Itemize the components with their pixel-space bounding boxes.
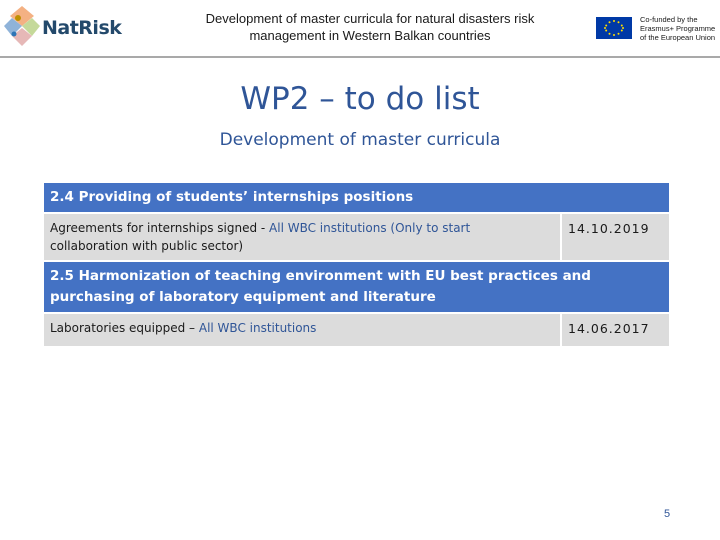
header-title	[180, 10, 560, 44]
header-divider	[0, 56, 720, 58]
eu-text-line3: of the European Union	[640, 33, 716, 42]
todo-table	[42, 181, 671, 348]
eu-text-line2: Erasmus+ Programme	[640, 24, 716, 33]
eu-text-line1: Co-funded by the	[640, 15, 698, 24]
section-heading-2-4: 2.4 Providing of students’ internships positions	[43, 182, 670, 213]
header-title-line2: management in Western Balkan countries	[249, 28, 491, 43]
section-heading-2-5: 2.5 Harmonization of teaching environment with EU best practices and purchasing of laboratory equipment and literature	[43, 261, 670, 313]
section-row	[43, 182, 670, 213]
natrisk-logo	[4, 4, 122, 48]
page-number: 5	[664, 508, 671, 520]
task-institutions: All WBC institutions (Only to start	[269, 221, 471, 235]
slide-subtitle: Development of master curricula	[219, 130, 501, 150]
task-deadline: 14.06.2017	[561, 313, 670, 347]
slide-title: WP2 – to do list	[240, 81, 480, 117]
natrisk-logo-icon	[4, 4, 44, 48]
task-text-continued: collaboration with public sector)	[50, 239, 244, 253]
logo-text: NatRisk	[42, 17, 122, 39]
section-row	[43, 261, 670, 313]
task-text: Laboratories equipped –	[50, 321, 199, 335]
eu-cofunded-text	[640, 15, 716, 42]
task-description	[43, 313, 561, 347]
task-deadline: 14.10.2019	[561, 213, 670, 261]
task-text: Agreements for internships signed -	[50, 221, 270, 235]
task-institutions: All WBC institutions	[198, 321, 317, 335]
task-row	[43, 213, 670, 261]
header-title-line1: Development of master curricula for natural disasters risk	[205, 11, 535, 26]
header	[0, 0, 720, 56]
task-row	[43, 313, 670, 347]
eu-flag-icon	[596, 17, 632, 39]
task-description	[43, 213, 561, 261]
